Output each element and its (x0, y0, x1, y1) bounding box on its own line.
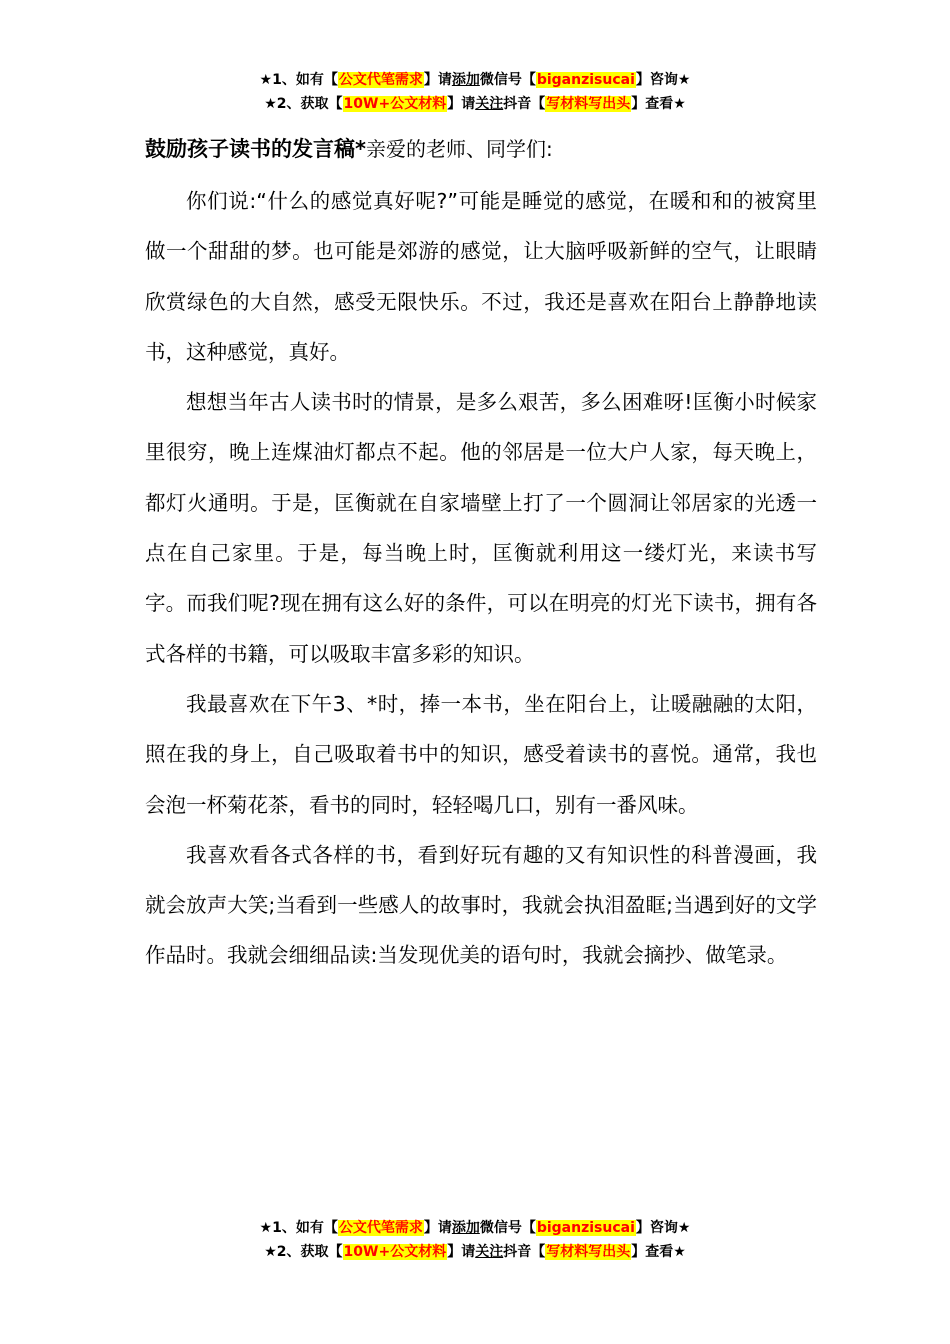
banner-line-2 (0, 1240, 950, 1264)
banner-emphasis: 添加 (451, 1220, 480, 1236)
paragraph: 你们说:“什么的感觉真好呢?”可能是睡觉的感觉，在暖和和的被窝里做一个甜甜的梦。也可能是郊游的感觉，让大脑呼吸新鲜的空气，让眼睛欣赏绿色的大自然，感受无限快乐。不过，我还是喜欢在阳台上静静地读书，这种感觉，真好。 (145, 189, 817, 364)
star-icon: ★ (673, 1244, 686, 1260)
highlight-service: 公文代笔需求 (338, 72, 423, 88)
paragraph: 我喜欢看各式各样的书，看到好玩有趣的又有知识性的科普漫画，我就会放声大笑;当看到一些感人的故事时，我就会执泪盈眶;当遇到好的文学作品时。我就会细细品读:当发现优美的语句时，我就会摘抄、做笔录。 (145, 842, 817, 968)
document-heading (145, 132, 825, 166)
highlight-service: 公文代笔需求 (338, 1220, 423, 1236)
header-banner (0, 68, 950, 116)
banner-emphasis: 关注 (475, 1244, 504, 1260)
star-icon: ★ (259, 1220, 273, 1236)
banner-line-2 (0, 92, 950, 116)
banner-emphasis: 关注 (475, 96, 504, 112)
paragraph: 我最喜欢在下午3、*时，捧一本书，坐在阳台上，让暖融融的太阳，照在我的身上，自己吸取着书中的知识，感受着读书的喜悦。通常，我也会泡一杯菊花茶，看书的同时，轻轻喝几口，别有一番风味。 (145, 691, 817, 817)
star-icon: ★ (264, 1244, 277, 1260)
banner-text: 】咨询 (635, 1220, 678, 1236)
banner-text: 】查看 (631, 1244, 674, 1260)
banner-text: 2、获取【 (276, 1244, 343, 1260)
highlight-wechat-id: biganzisucai (536, 1220, 635, 1236)
footer-banner (0, 1216, 950, 1264)
banner-text: 1、如有【 (272, 1220, 338, 1236)
banner-text: 1、如有【 (272, 72, 338, 88)
star-icon: ★ (673, 96, 686, 112)
highlight-materials: 10W+公文材料 (343, 1244, 447, 1260)
banner-text: 微信号【 (479, 1220, 536, 1236)
banner-line-1 (0, 68, 950, 92)
banner-text: 抖音【 (503, 96, 546, 112)
banner-text: 2、获取【 (276, 96, 343, 112)
star-icon: ★ (264, 96, 277, 112)
banner-text: 】请 (423, 1220, 452, 1236)
star-icon: ★ (677, 1220, 691, 1236)
highlight-materials: 10W+公文材料 (343, 96, 447, 112)
star-icon: ★ (677, 72, 691, 88)
document-title: 鼓励孩子读书的发言稿 (145, 137, 355, 161)
paragraph: 想想当年古人读书时的情景，是多么艰苦，多么困难呀!匡衡小时候家里很穷，晚上连煤油灯都点不起。他的邻居是一位大户人家，每天晚上，都灯火通明。于是，匡衡就在自家墙壁上打了一个圆洞让邻居家的光透一点在自己家里。于是，每当晚上时，匡衡就利用这一缕灯光，来读书写字。而我们呢?现在拥有这么好的条件，可以在明亮的灯光下读书，拥有各式各样的书籍，可以吸取丰富多彩的知识。 (145, 390, 817, 666)
banner-text: 】请 (447, 1244, 476, 1260)
highlight-douyin-account: 写材料写出头 (546, 96, 631, 112)
banner-text: 】请 (423, 72, 452, 88)
highlight-douyin-account: 写材料写出头 (546, 1244, 631, 1260)
banner-text: 】查看 (631, 96, 674, 112)
banner-line-1 (0, 1216, 950, 1240)
document-body (145, 176, 817, 981)
greeting: 亲爱的老师、同学们: (365, 137, 553, 161)
banner-text: 】咨询 (635, 72, 678, 88)
star-icon: ★ (259, 72, 273, 88)
banner-text: 微信号【 (479, 72, 536, 88)
title-asterisk: * (355, 137, 366, 161)
banner-text: 抖音【 (503, 1244, 546, 1260)
banner-text: 】请 (447, 96, 476, 112)
banner-emphasis: 添加 (451, 72, 480, 88)
highlight-wechat-id: biganzisucai (536, 72, 635, 88)
